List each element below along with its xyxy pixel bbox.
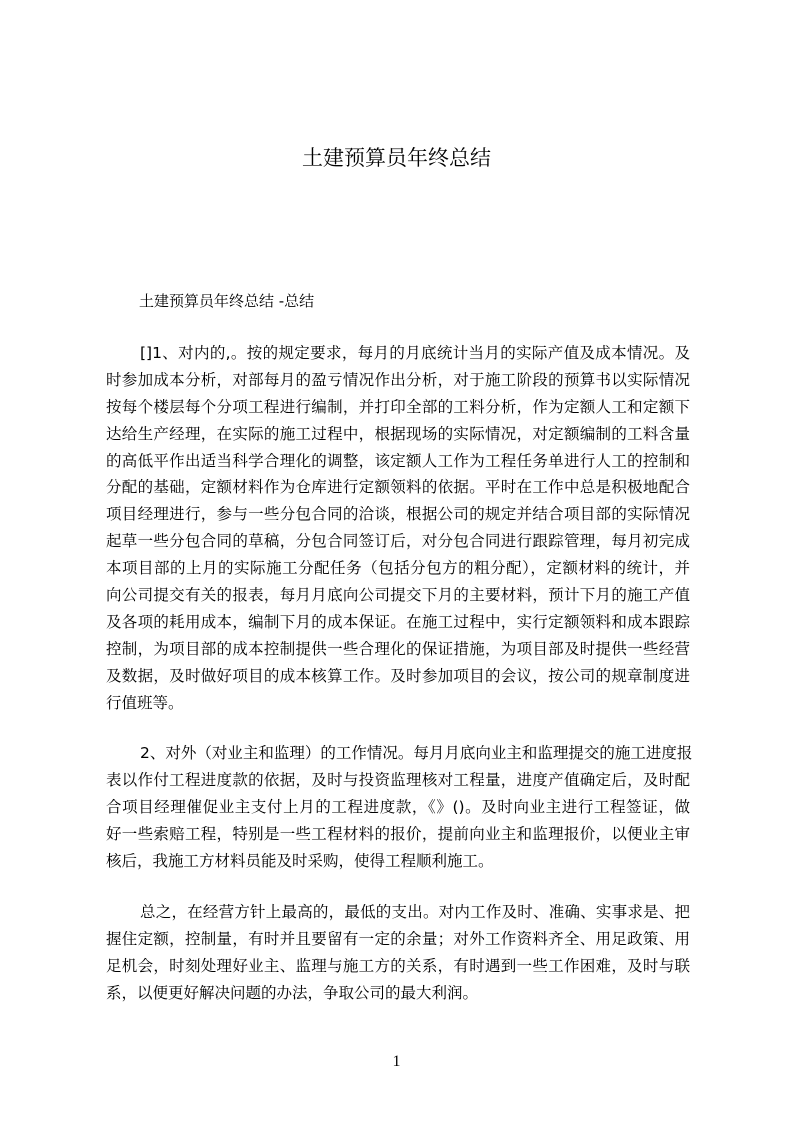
paragraph-external-work: [106, 740, 693, 874]
text-line: 系，以便更好解决问题的办法，争取公司的最大利润。: [106, 983, 479, 1002]
text-line: 的高低平作出适当科学合理化的调整，该定额人工作为工程任务单进行人工的控制和: [106, 451, 690, 470]
text-line: 核后，我施工方材料员能及时采购，使得工程顺利施工。: [106, 851, 494, 870]
text-line: 本项目部的上月的实际施工分配任务（包括分包方的粗分配），定额材料的统计，并: [106, 559, 690, 578]
text-line: 起草一些分包合同的草稿，分包合同签订后，对分包合同进行跟踪管理，每月初完成: [106, 532, 690, 551]
text-line: 2、对外（对业主和监理）的工作情况。每月月底向业主和监理提交的施工进度报: [140, 744, 693, 762]
text-line: 及各项的耗用成本，编制下月的成本保证。在施工过程中，实行定额领料和成本跟踪: [106, 612, 690, 631]
text-line: 足机会，时刻处理好业主、监理与施工方的关系，有时遇到一些工作困难，及时与联: [106, 956, 690, 975]
page-number: 1: [392, 1053, 401, 1070]
text-line: 行值班等。: [106, 693, 184, 712]
text-line: 好一些索赔工程，特别是一些工程材料的报价，提前向业主和监理报价，以便业主审: [106, 824, 690, 843]
text-line: 时参加成本分析，对部每月的盈亏情况作出分析，对于施工阶段的预算书以实际情况: [106, 370, 690, 389]
text-line: 表以作付工程进度款的依据，及时与投资监理核对工程量，进度产值确定后，及时配: [106, 770, 690, 789]
document-subtitle: 土建预算员年终总结 -总结: [139, 292, 315, 310]
text-line: 分配的基础，定额材料作为仓库进行定额领料的依据。平时在工作中总是积极地配合: [106, 478, 690, 497]
text-line: 控制，为项目部的成本控制提供一些合理化的保证措施，为项目部及时提供一些经营: [106, 639, 690, 658]
text-line: 向公司提交有关的报表，每月月底向公司提交下月的主要材料，预计下月的施工产值: [106, 586, 690, 605]
paragraph-summary: [106, 899, 690, 1007]
text-line: 按每个楼层每个分项工程进行编制，并打印全部的工料分析，作为定额人工和定额下: [106, 397, 690, 416]
text-line: 及数据，及时做好项目的成本核算工作。及时参加项目的会议，按公司的规章制度进: [106, 666, 690, 685]
text-line: 项目经理进行，参与一些分包合同的洽谈，根据公司的规定并结合项目部的实际情况: [106, 505, 690, 524]
paragraph-internal-work: [106, 340, 690, 716]
text-line: 总之，在经营方针上最高的，最低的支出。对内工作及时、准确、实事求是、把: [140, 903, 690, 921]
text-line: 合项目经理催促业主支付上月的工程进度款，《》()。及时向业主进行工程签证，做: [106, 797, 690, 816]
document-title: 土建预算员年终总结: [302, 146, 491, 170]
text-line: 达给生产经理，在实际的施工过程中，根据现场的实际情况，对定额编制的工料含量: [106, 424, 690, 443]
text-line: 握住定额，控制量，有时并且要留有一定的余量；对外工作资料齐全、用足政策、用: [106, 929, 690, 948]
text-line: []1、对内的,。按的规定要求，每月的月底统计当月的实际产值及成本情况。及: [140, 344, 690, 362]
